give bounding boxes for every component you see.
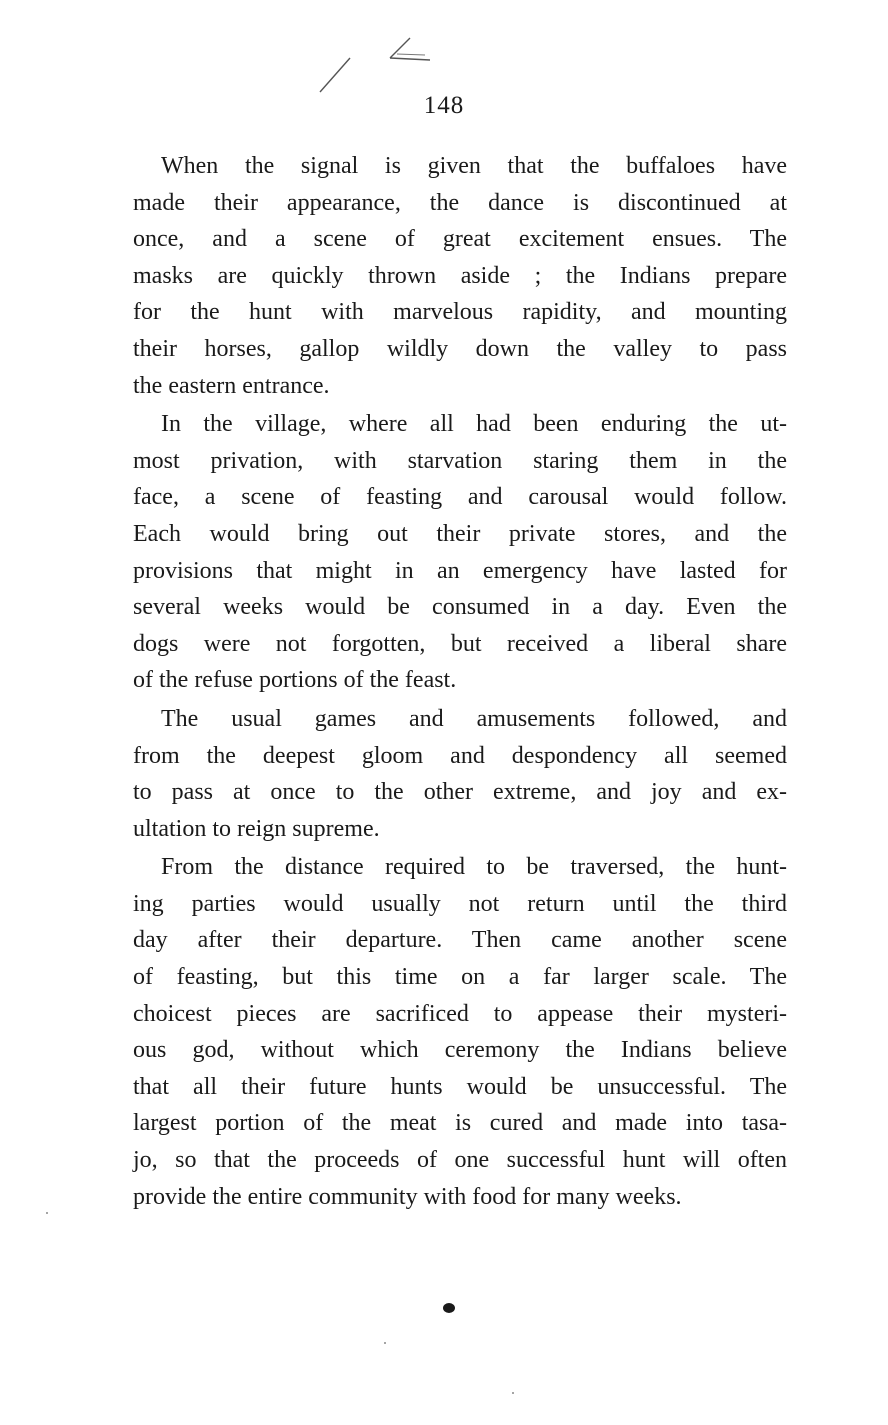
text-line: masks are quickly thrown aside ; the Indians prepare (133, 262, 787, 289)
text-line: dogs were not forgotten, but received a liberal share (133, 630, 787, 657)
paper-speck (384, 1342, 386, 1344)
text-line: for the hunt with marvelous rapidity, and mounting (133, 299, 787, 326)
text-line: that all their future hunts would be unsuccessful. The (133, 1073, 787, 1100)
ink-blot-ornament (441, 1300, 457, 1316)
text-line: of feasting, but this time on a far larger scale. The (133, 964, 787, 991)
text-line: largest portion of the meat is cured and made into tasa- (133, 1110, 787, 1137)
text-line: Each would bring out their private stores, and the (133, 520, 787, 547)
text-line: made their appearance, the dance is discontinued at (133, 189, 787, 216)
paragraph (133, 406, 787, 699)
text-line: provide the entire community with food for many weeks. (133, 1183, 682, 1210)
text-line: from the deepest gloom and despondency all seemed (133, 742, 787, 769)
text-line: choicest pieces are sacrificed to appease their mysteri- (133, 1000, 787, 1027)
paragraph (133, 849, 787, 1215)
page-number: 148 (423, 92, 465, 119)
text-line: to pass at once to the other extreme, and joy and ex- (133, 779, 787, 806)
text-line: ous god, without which ceremony the Indians believe (133, 1037, 787, 1064)
text-line: their horses, gallop wildly down the valley to pass (133, 335, 787, 362)
paragraph (133, 701, 787, 847)
text-line: From the distance required to be traversed, the hunt- (161, 854, 787, 881)
text-line: day after their departure. Then came another scene (133, 927, 787, 954)
text-line: several weeks would be consumed in a day. Even the (133, 594, 787, 621)
text-line: In the village, where all had been enduring the ut- (161, 411, 787, 438)
text-line: ing parties would usually not return until the third (133, 890, 787, 917)
text-line: ultation to reign supreme. (133, 815, 380, 842)
text-line: jo, so that the proceeds of one successful hunt will often (133, 1147, 787, 1174)
paper-speck (512, 1392, 514, 1394)
text-line: once, and a scene of great excitement ensues. The (133, 226, 787, 253)
paper-speck (46, 1212, 48, 1214)
pencil-annotation-mark (315, 30, 475, 100)
text-line: provisions that might in an emergency have lasted for (133, 557, 787, 584)
text-line: The usual games and amusements followed, and (161, 705, 787, 732)
text-line: When the signal is given that the buffaloes have (161, 153, 787, 179)
body-text (133, 148, 787, 1217)
text-line: face, a scene of feasting and carousal would follow. (133, 484, 787, 511)
text-line: of the refuse portions of the feast. (133, 667, 457, 694)
text-line: most privation, with starvation staring them in the (133, 447, 787, 474)
text-line: the eastern entrance. (133, 372, 330, 399)
paragraph (133, 148, 787, 404)
